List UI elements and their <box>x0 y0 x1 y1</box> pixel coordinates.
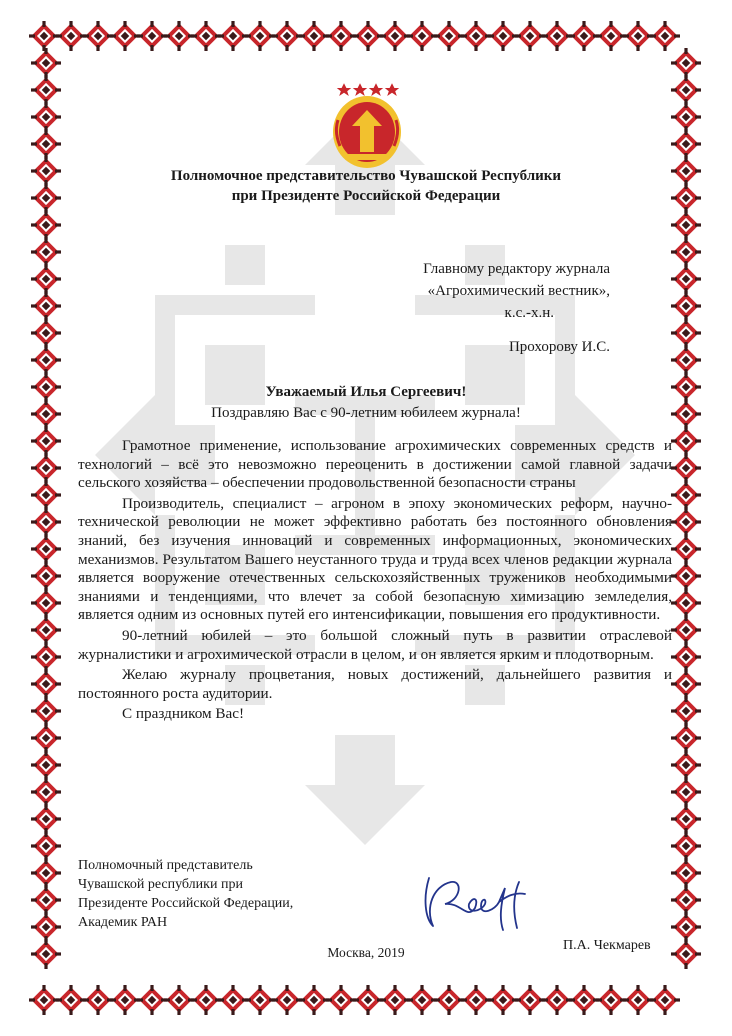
border-motif <box>56 985 86 1015</box>
header-line-2: при Президенте Российской Федерации <box>231 188 501 204</box>
border-motif <box>671 426 701 456</box>
border-motif <box>31 669 61 699</box>
signatory-line-3: Президенте Российской Федерации, <box>78 896 294 911</box>
border-motif <box>542 985 572 1015</box>
border-motif <box>31 831 61 861</box>
border-motif <box>31 588 61 618</box>
border-motif <box>31 237 61 267</box>
organization-header <box>150 166 582 206</box>
border-motif <box>671 885 701 915</box>
border-motif <box>218 985 248 1015</box>
border-motif <box>299 985 329 1015</box>
border-motif <box>31 291 61 321</box>
handwritten-signature <box>415 868 545 938</box>
border-motif <box>245 985 275 1015</box>
border-motif <box>671 723 701 753</box>
border-motif <box>326 21 356 51</box>
chuvash-emblem <box>330 80 404 172</box>
border-motif <box>671 183 701 213</box>
border-motif <box>671 912 701 942</box>
border-motif <box>671 696 701 726</box>
border-motif <box>31 696 61 726</box>
border-motif <box>671 48 701 78</box>
border-motif <box>110 21 140 51</box>
paragraph-1: Грамотное применение, использование агрохимических современных средств и технологий – всё это невозможно переоценить в достижении самой главной задачи сельского хозяйства – обеспечении продовольственной безопасности страны <box>78 437 672 492</box>
paragraph-3: 90-летний юбилей – это большой сложный путь в развитии отраслевой журналистики и агрохимической отрасли в целом, и он является ярким и плодотворным. <box>78 626 672 663</box>
border-motif <box>671 804 701 834</box>
addressee-line-3: к.с.-х.н. <box>504 305 554 321</box>
border-motif <box>272 985 302 1015</box>
border-motif <box>31 345 61 375</box>
border-motif <box>164 985 194 1015</box>
border-motif <box>31 534 61 564</box>
border-motif <box>671 399 701 429</box>
border-motif <box>245 21 275 51</box>
border-motif <box>191 985 221 1015</box>
border-motif <box>31 183 61 213</box>
border-motif <box>569 21 599 51</box>
border-motif <box>380 21 410 51</box>
border-motif <box>671 156 701 186</box>
border-motif <box>650 21 680 51</box>
border-motif <box>29 985 59 1015</box>
border-motif <box>671 264 701 294</box>
addressee-line-2: «Агрохимический вестник», <box>427 283 610 299</box>
signatory-title <box>78 856 338 932</box>
border-motif <box>353 21 383 51</box>
border-motif <box>671 453 701 483</box>
border-motif <box>31 48 61 78</box>
border-motif <box>671 507 701 537</box>
border-motif <box>31 804 61 834</box>
border-motif <box>272 21 302 51</box>
border-motif <box>488 985 518 1015</box>
border-motif <box>434 985 464 1015</box>
border-motif <box>218 21 248 51</box>
signatory-line-4: Академик РАН <box>78 915 168 930</box>
border-motif <box>31 399 61 429</box>
addressee-block <box>310 258 610 358</box>
letter-body <box>78 437 672 726</box>
border-motif <box>31 318 61 348</box>
border-motif <box>56 21 86 51</box>
salutation: Уважаемый Илья Сергеевич! <box>265 384 467 400</box>
border-motif <box>671 372 701 402</box>
border-motif <box>31 912 61 942</box>
border-motif <box>671 615 701 645</box>
border-motif <box>31 885 61 915</box>
paragraph-5: С праздником Вас! <box>122 705 245 723</box>
border-motif <box>31 426 61 456</box>
border-motif <box>671 534 701 564</box>
border-motif <box>31 723 61 753</box>
border-motif <box>542 21 572 51</box>
border-motif <box>31 156 61 186</box>
border-motif <box>569 985 599 1015</box>
border-motif <box>671 345 701 375</box>
border-motif <box>299 21 329 51</box>
border-motif <box>623 21 653 51</box>
border-motif <box>31 750 61 780</box>
border-motif <box>31 102 61 132</box>
border-motif <box>83 21 113 51</box>
border-motif <box>110 985 140 1015</box>
border-motif <box>29 21 59 51</box>
border-motif <box>326 985 356 1015</box>
border-motif <box>671 588 701 618</box>
border-motif <box>671 831 701 861</box>
border-motif <box>671 129 701 159</box>
border-motif <box>461 21 491 51</box>
border-motif <box>671 777 701 807</box>
border-motif <box>31 210 61 240</box>
greeting-block <box>120 382 612 424</box>
border-motif <box>461 985 491 1015</box>
congratulation-line: Поздравляю Вас с 90-летним юбилеем журнала! <box>211 405 521 421</box>
border-motif <box>671 318 701 348</box>
border-motif <box>671 102 701 132</box>
border-motif <box>191 21 221 51</box>
border-motif <box>488 21 518 51</box>
border-motif <box>671 210 701 240</box>
border-motif <box>31 453 61 483</box>
border-motif <box>671 669 701 699</box>
border-motif <box>31 129 61 159</box>
border-motif <box>31 507 61 537</box>
border-motif <box>671 237 701 267</box>
border-motif <box>671 291 701 321</box>
border-motif <box>31 264 61 294</box>
signatory-line-1: Полномочный представитель <box>78 858 253 873</box>
border-motif <box>353 985 383 1015</box>
border-motif <box>671 480 701 510</box>
addressee-line-4: Прохорову И.С. <box>508 339 610 355</box>
addressee-line-1: Главному редактору журнала <box>423 261 610 277</box>
border-motif <box>671 750 701 780</box>
border-motif <box>31 372 61 402</box>
border-motif <box>623 985 653 1015</box>
border-motif <box>671 561 701 591</box>
border-motif <box>434 21 464 51</box>
border-motif <box>31 561 61 591</box>
border-motif <box>515 21 545 51</box>
border-motif <box>407 21 437 51</box>
border-motif <box>407 985 437 1015</box>
border-motif <box>515 985 545 1015</box>
border-motif <box>380 985 410 1015</box>
border-motif <box>671 858 701 888</box>
border-motif <box>137 21 167 51</box>
signatory-name: П.А. Чекмарев <box>563 938 651 953</box>
border-motif <box>650 985 680 1015</box>
border-motif <box>596 21 626 51</box>
place-date: Москва, 2019 <box>327 945 405 960</box>
border-motif <box>31 480 61 510</box>
paragraph-4: Желаю журналу процветания, новых достижений, дальнейшего развития и постоянного роста аудитории. <box>78 666 672 702</box>
border-motif <box>31 75 61 105</box>
border-motif <box>31 777 61 807</box>
border-motif <box>31 642 61 672</box>
border-motif <box>671 75 701 105</box>
border-motif <box>596 985 626 1015</box>
border-motif <box>31 615 61 645</box>
border-motif <box>164 21 194 51</box>
header-line-1: Полномочное представительство Чувашской Республики <box>170 168 562 184</box>
signatory-line-2: Чувашской республики при <box>78 877 243 892</box>
paragraph-2: Производитель, специалист – агроном в эпоху экономических реформ, научно-технической революции не может эффективно работать без постоянного обновления знаний, без изучения инноваций и современных информационных, экономических механизмов. Результатом Вашего неустанного труда и труда всех членов редакции журнала является вооружение отечественных сельскохозяйственных тружеников необходимыми знаниями и тенденциями, что влечет за собой безопасную химизацию земледелия, является одним из основных путей его интенсификации, повышения его продуктивности. <box>78 494 672 624</box>
border-motif <box>671 642 701 672</box>
border-motif <box>137 985 167 1015</box>
border-motif <box>31 858 61 888</box>
border-motif <box>83 985 113 1015</box>
